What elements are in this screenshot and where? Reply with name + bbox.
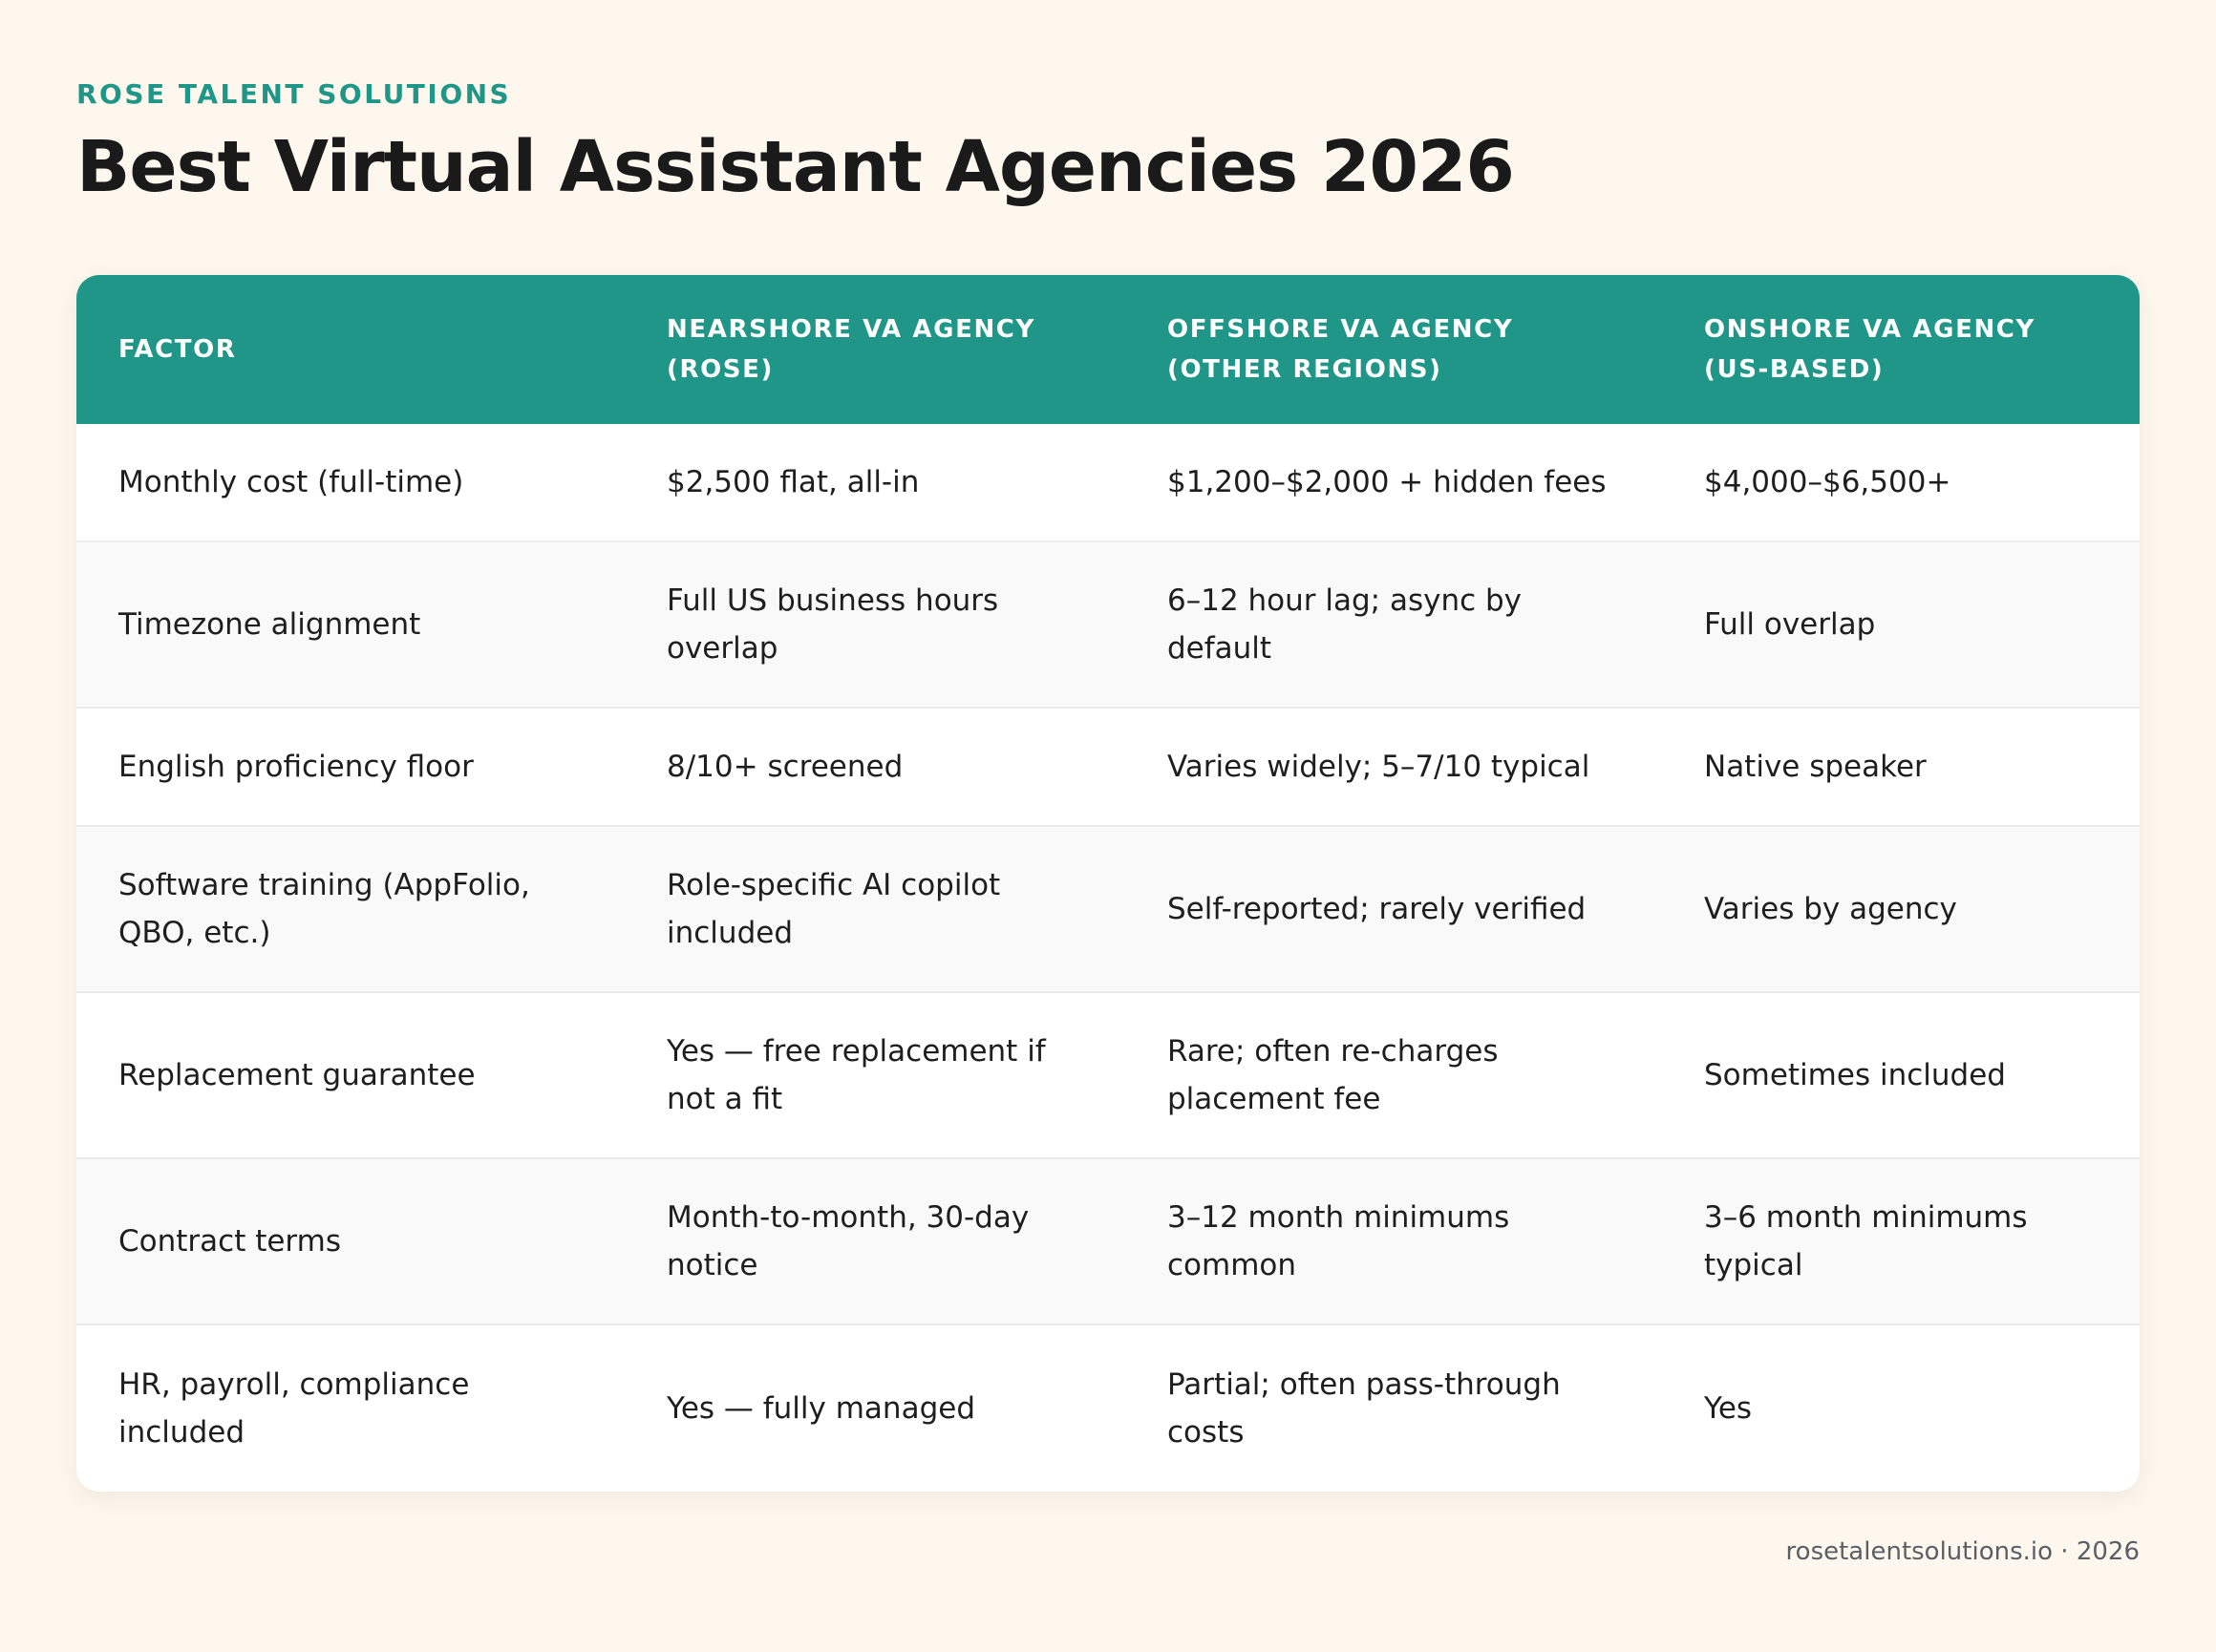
offshore-cell: Rare; often re-charges placement fee	[1167, 1034, 1499, 1116]
table-row	[76, 424, 2140, 542]
table-header-row	[76, 275, 2140, 424]
nearshore-cell: Full US business hours overlap	[667, 583, 999, 666]
row-factor: English proficiency floor	[118, 750, 474, 784]
row-factor: Replacement guarantee	[118, 1058, 476, 1092]
offshore-cell: Self-reported; rarely verified	[1167, 892, 1587, 926]
offshore-cell: Partial; often pass-through costs	[1167, 1367, 1561, 1450]
header-factor: FACTOR	[118, 335, 237, 364]
onshore-cell: Yes	[1704, 1391, 1753, 1426]
nearshore-cell: Yes — fully managed	[667, 1391, 976, 1426]
header-nearshore: NEARSHORE VA AGENCY (ROSE)	[667, 315, 1035, 384]
row-factor: HR, payroll, compliance included	[118, 1367, 470, 1450]
table-row	[76, 1325, 2140, 1492]
header-offshore: OFFSHORE VA AGENCY (OTHER REGIONS)	[1167, 315, 1514, 384]
row-factor: Timezone alignment	[118, 607, 421, 642]
nearshore-cell: $2,500 flat, all-in	[667, 465, 920, 499]
offshore-cell: 3–12 month minimums common	[1167, 1200, 1510, 1282]
nearshore-cell: Yes — free replacement if not a fit	[667, 1034, 1046, 1116]
onshore-cell: Varies by agency	[1704, 892, 1957, 926]
table-row	[76, 993, 2140, 1159]
onshore-cell: Native speaker	[1704, 750, 1927, 784]
nearshore-cell: 8/10+ screened	[667, 750, 904, 784]
nearshore-cell: Month-to-month, 30-day notice	[667, 1200, 1030, 1282]
table-row	[76, 1159, 2140, 1325]
onshore-cell: Full overlap	[1704, 607, 1876, 642]
onshore-cell: Sometimes included	[1704, 1058, 2006, 1092]
onshore-cell: 3–6 month minimums typical	[1704, 1200, 2028, 1282]
comparison-table	[76, 275, 2140, 1492]
page-title: Best Virtual Assistant Agencies 2026	[76, 126, 1514, 208]
offshore-cell: Varies widely; 5–7/10 typical	[1167, 750, 1590, 784]
brand-eyebrow: ROSE TALENT SOLUTIONS	[76, 78, 512, 110]
row-factor: Software training (AppFolio, QBO, etc.)	[118, 868, 530, 950]
table-row	[76, 709, 2140, 827]
offshore-cell: 6–12 hour lag; async by default	[1167, 583, 1523, 666]
row-factor: Contract terms	[118, 1224, 341, 1259]
nearshore-cell: Role-specific AI copilot included	[667, 868, 1001, 950]
offshore-cell: $1,200–$2,000 + hidden fees	[1167, 465, 1607, 499]
onshore-cell: $4,000–$6,500+	[1704, 465, 1951, 499]
footer-source: rosetalentsolutions.io · 2026	[1785, 1537, 2140, 1566]
table-row	[76, 827, 2140, 993]
table-row	[76, 542, 2140, 709]
header-onshore: ONSHORE VA AGENCY (US-BASED)	[1704, 315, 2035, 384]
row-factor: Monthly cost (full-time)	[118, 465, 464, 499]
